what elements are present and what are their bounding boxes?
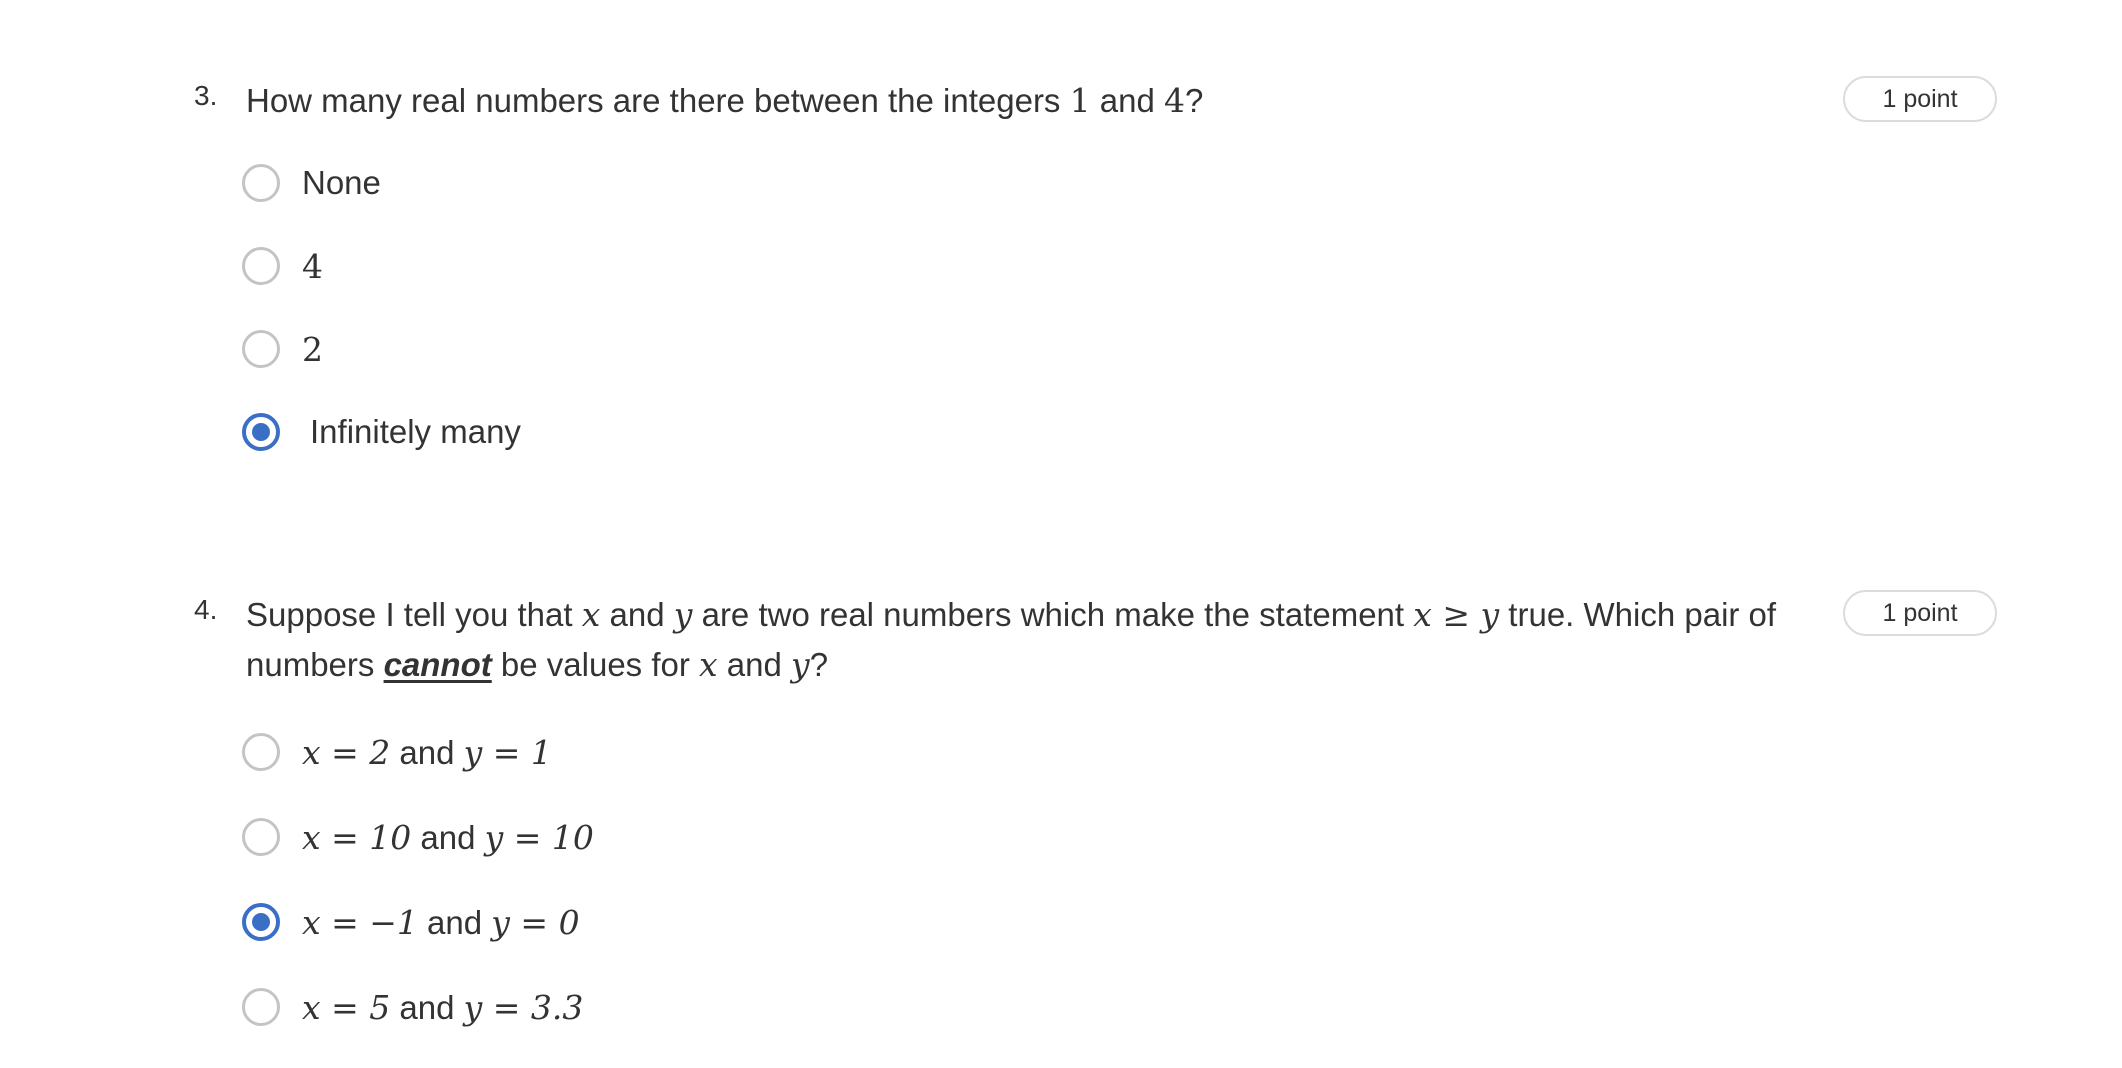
- option-label: [302, 903, 580, 942]
- math-number: 1: [1069, 81, 1091, 120]
- points-badge: 1 point: [1843, 76, 1997, 122]
- radio-button[interactable]: [242, 164, 280, 202]
- option-label: [302, 988, 583, 1027]
- option-label: None: [302, 164, 381, 201]
- emphasis-text: cannot: [383, 646, 492, 683]
- math-variable: y: [791, 645, 810, 684]
- math-number: 4: [1164, 81, 1186, 120]
- radio-button-selected[interactable]: [242, 903, 280, 941]
- math-variable: x: [699, 645, 718, 684]
- math-expression: x = 5: [302, 987, 391, 1027]
- question-text-part: ?: [1185, 82, 1204, 119]
- math-expression: x = 10: [302, 817, 412, 857]
- math-expression: y = 0: [491, 902, 580, 942]
- option-text-part: and: [390, 733, 464, 771]
- question-text-part: and: [600, 596, 674, 633]
- question-text-part: How many real numbers are there between the integers: [246, 82, 1070, 119]
- math-expression: x = 2: [302, 732, 391, 772]
- question-number: 3.: [194, 80, 218, 111]
- option-infinitely-many[interactable]: [242, 408, 521, 456]
- question-text-part: ?: [809, 646, 829, 683]
- radio-button[interactable]: [242, 247, 280, 285]
- math-relation: x ≥ y: [1413, 595, 1500, 634]
- math-expression: y = 1: [463, 732, 552, 772]
- question-text: [246, 76, 1816, 126]
- math-variable: y: [673, 595, 693, 634]
- points-badge: 1 point: [1843, 590, 1997, 636]
- option-none[interactable]: [242, 159, 381, 207]
- option-text-part: and: [417, 903, 492, 941]
- option-2[interactable]: [242, 325, 323, 373]
- math-expression: x = −1: [302, 902, 418, 942]
- radio-button[interactable]: [242, 330, 280, 368]
- question-text-part: Suppose I tell you that: [246, 596, 582, 633]
- question-text-part: are two real numbers which make the statement: [692, 596, 1414, 633]
- question-text-part: and: [717, 646, 792, 683]
- option-x5-y3.3[interactable]: [242, 983, 583, 1031]
- question-text-part: and: [1090, 82, 1165, 119]
- question-text: [246, 590, 1816, 690]
- option-x10-y10[interactable]: [242, 813, 594, 861]
- question-number: 4.: [194, 594, 218, 625]
- radio-button-selected[interactable]: [242, 413, 280, 451]
- option-label: [302, 733, 552, 772]
- radio-button[interactable]: [242, 733, 280, 771]
- option-label: 2: [302, 329, 323, 369]
- option-text-part: and: [411, 818, 485, 856]
- question-text-part: be values for: [491, 646, 700, 683]
- option-4[interactable]: [242, 242, 323, 290]
- option-label: 4: [302, 246, 323, 286]
- math-expression: y = 10: [484, 817, 594, 857]
- math-expression: y = 3.3: [463, 987, 584, 1027]
- option-text-part: and: [390, 988, 464, 1026]
- option-x2-y1[interactable]: [242, 728, 552, 776]
- option-label: [302, 818, 594, 857]
- question-text-part: true. Which pair of numbers: [246, 596, 1777, 683]
- option-label: Infinitely many: [310, 413, 521, 450]
- option-xneg1-y0[interactable]: [242, 898, 580, 946]
- radio-button[interactable]: [242, 988, 280, 1026]
- radio-button[interactable]: [242, 818, 280, 856]
- math-variable: x: [581, 595, 601, 634]
